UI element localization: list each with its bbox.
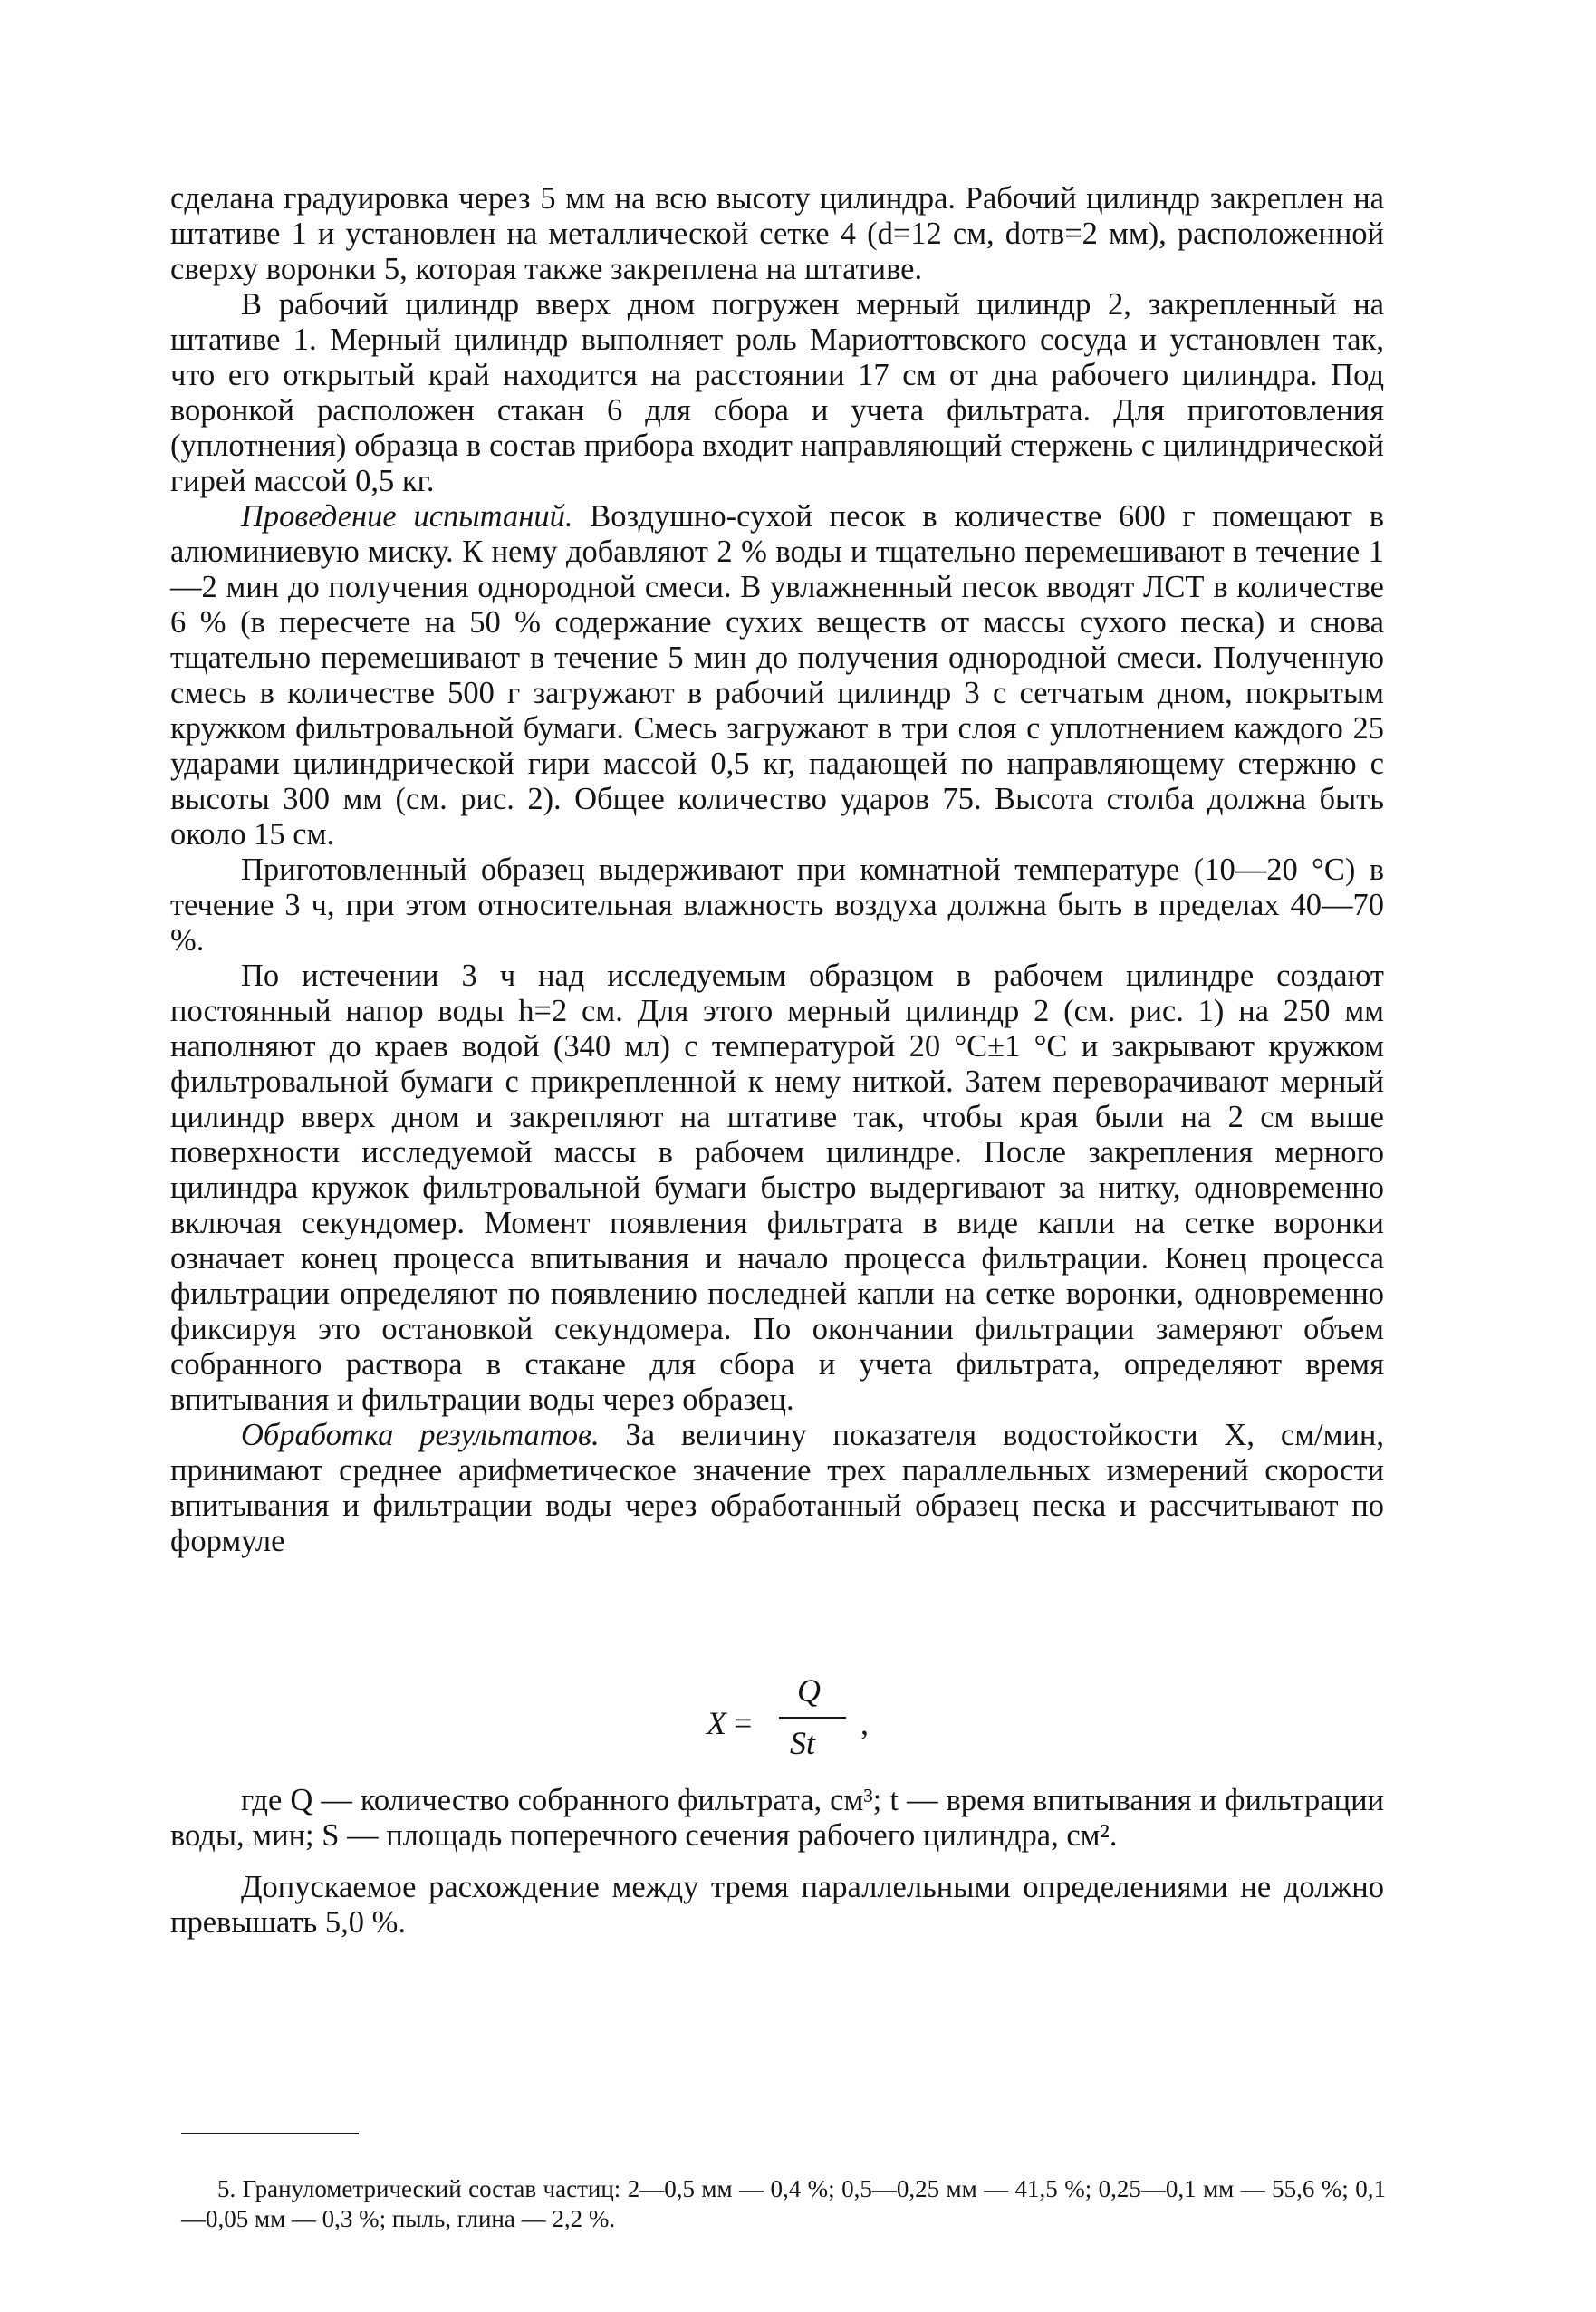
heading-procedure: Проведение испытаний. [241,499,573,534]
formula-lhs: X [707,1705,726,1741]
footnote [181,2174,1386,2234]
formula [707,1671,960,1771]
formula-denominator: St [790,1725,816,1761]
footnote-text: 5. Гранулометрический состав частиц: 2—0,5 мм — 0,4 %; 0,5—0,25 мм — 41,5 %; 0,25—0,1 мм — 55,6 %; 0,1—0,05 мм — 0,3 %; пыль, глина — 2,2 %. [181,2175,1386,2232]
formula-comma: , [860,1705,869,1741]
heading-processing: Обработка результатов. [241,1418,600,1452]
footnote-divider [181,2133,359,2134]
paragraph-5: По истечении 3 ч над исследуемым образцом в рабочем цилиндре создают постоянный напор воды h=2 см. Для этого мерный цилиндр 2 (см. рис. 1) на 250 мм наполняют до краев водой (340 мл) с температурой 20 °C±1 °C и закрывают кружком фильтровальной бумаги с прикрепленной к нему ниткой. Затем переворачивают мерный цилиндр вверх дном и закрепляют на штативе так, чтобы края были на 2 см выше поверхности исследуемой массы в рабочем цилиндре. После закрепления мерного цилиндра кружок фильтровальной бумаги быстро выдергивают за нитку, одновременно включая секундомер. Момент появления фильтрата в виде капли на сетке воронки означает конец процесса впитывания и начало процесса фильтрации. Конец процесса фильтрации определяют по появлению последней капли на сетке воронки, одновременно фиксируя это остановкой секундомера. По окончании фильтрации замеряют объем собранного раствора в стакане для сбора и учета фильтрата, определяют время впитывания и фильтрации воды через образец. [170,959,1384,1417]
paragraph-procedure [170,499,1384,853]
paragraph-3: Воздушно-сухой песок в количестве 600 г помещают в алюминиевую миску. К нему добавляют 2 % воды и тщательно перемешивают в течение 1—2 мин до получения однородной смеси. В увлажненный песок вводят ЛСТ в количестве 6 % (в пересчете на 50 % содержание сухих веществ от массы сухого песка) и снова тщательно перемешивают в течение 5 мин до получения однородной смеси. Полученную смесь в количестве 500 г загружают в рабочий цилиндр 3 с сетчатым дном, покрытым кружком фильтровальной бумаги. Смесь загружают в три слоя с уплотнением каждого 25 ударами цилиндрической гири массой 0,5 кг, падающей по направляющему стержню с высоты 300 мм (см. рис. 2). Общее количество ударов 75. Высота столба должна быть около 15 см. [170,499,1385,852]
paragraph-6: За величину показателя водостойкости X, см/мин, принимают среднее арифметическое значение трех параллельных измерений скорости впитывания и фильтрации воды через обработанный образец песка и рассчитывают по формуле [170,1418,1385,1558]
paragraph-1: сделана градуировка через 5 мм на всю высоту цилиндра. Рабочий цилиндр закреплен на штативе 1 и установлен на металлической сетке 4 (d=12 см, dотв=2 мм), расположенной сверху воронки 5, которая также закреплена на штативе. [170,181,1384,286]
paragraph-2: В рабочий цилиндр вверх дном погружен мерный цилиндр 2, закрепленный на штативе 1. Мерный цилиндр выполняет роль Мариоттовского сосуда и установлен так, что его открытый край находится на расстоянии 17 см от дна рабочего цилиндра. Под воронкой расположен стакан 6 для сбора и учета фильтрата. Для приготовления (уплотнения) образца в состав прибора входит направляющий стержень с цилиндрической гирей массой 0,5 кг. [170,287,1384,498]
paragraph-4: Приготовленный образец выдерживают при комнатной температуре (10—20 °C) в течение 3 ч, при этом относительная влажность воздуха должна быть в пределах 40—70 %. [170,853,1384,958]
formula-explanation [170,1783,1384,1941]
formula-numerator: Q [797,1672,821,1709]
where-paragraph: где Q — количество собранного фильтрата, см³; t — время впитывания и фильтрации воды, мин; S — площадь поперечного сечения рабочего цилиндра, см². [170,1783,1384,1853]
paragraph-processing [170,1418,1384,1559]
fraction-bar [779,1717,846,1719]
body-text [170,181,1384,1559]
tolerance-paragraph: Допускаемое расхождение между тремя параллельными определениями не должно превышать 5,0 %. [170,1870,1384,1940]
formula-equals: = [734,1705,753,1741]
